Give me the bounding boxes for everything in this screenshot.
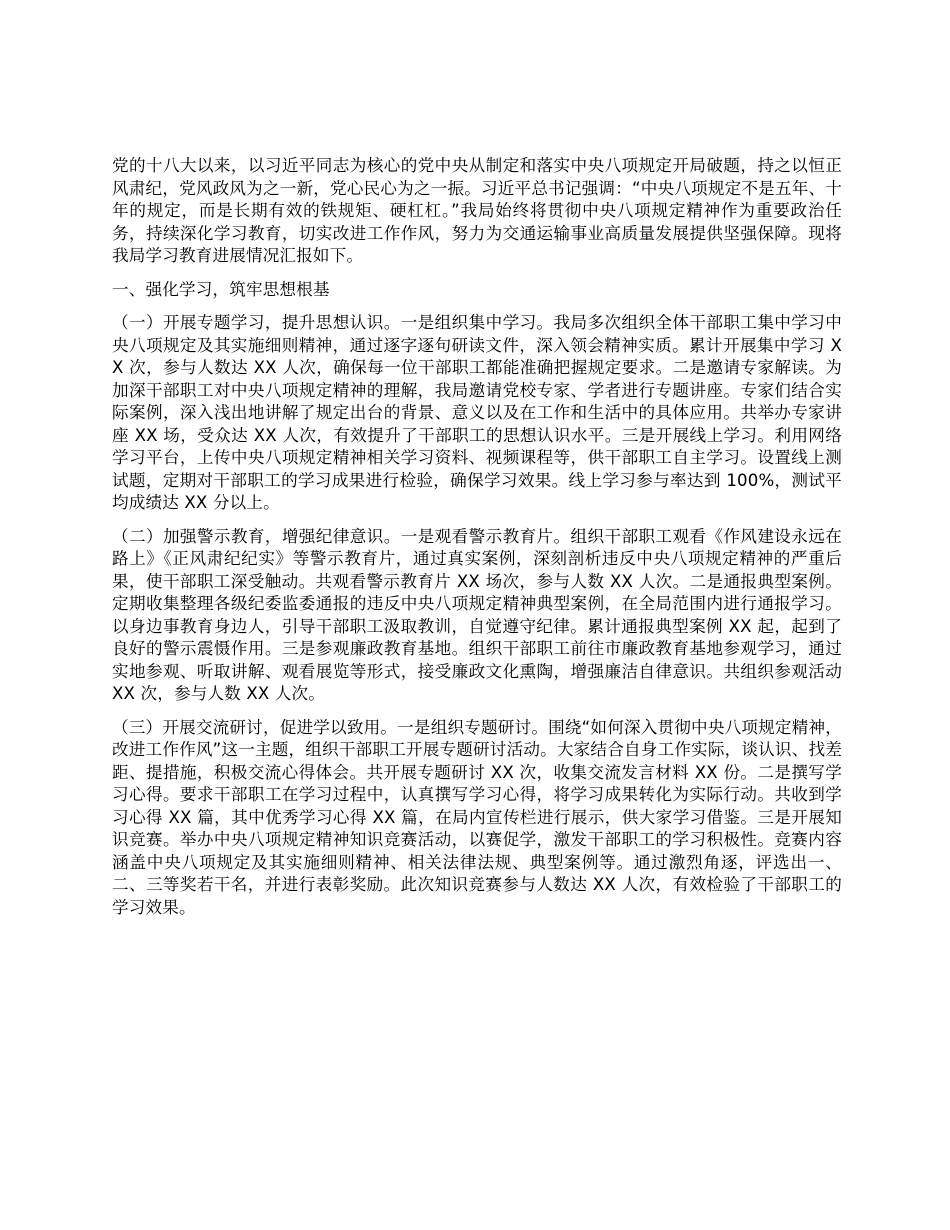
intro-paragraph: 党的十八大以来，以习近平同志为核心的党中央从制定和落实中央八项规定开局破题，持之以恒正风肃纪，党风政风为之一新，党心民心为之一振。习近平总书记强调：“中央八项规定不是五年、十年的规定，而是长期有效的铁规矩、硬杠杠。”我局始终将贯彻中央八项规定精神作为重要政治任务，持续深化学习教育，切实改进工作作风，努力为交通运输事业高质量发展提供坚强保障。现将我局学习教育进展情况汇报如下。 [112,156,842,265]
body-paragraph: （三）开展交流研讨，促进学以致用。一是组织专题研讨。围绕“如何深入贯彻中央八项规定精神，改进工作作风”这一主题，组织干部职工开展专题研讨活动。大家结合自身工作实际，谈认识、找差距、提措施，积极交流心得体会。共开展专题研讨 XX 次，收集交流发言材料 XX 份。二是撰写学习心得。要求干部职工在学习过程中，认真撰写学习心得，将学习成果转化为实际行动。共收到学习心得 XX 篇，其中优秀学习心得 XX 篇，在局内宣传栏进行展示，供大家学习借鉴。三是开展知识竞赛。举办中央八项规定精神知识竞赛活动，以赛促学，激发干部职工的学习积极性。竞赛内容涵盖中央八项规定及其实施细则精神、相关法律法规、典型案例等。通过激烈角逐，评选出一、二、三等奖若干名，并进行表彰奖励。此次知识竞赛参与人数达 XX 人次，有效检验了干部职工的学习效果。 [112,717,842,917]
body-paragraph: （二）加强警示教育，增强纪律意识。一是观看警示教育片。组织干部职工观看《作风建设永远在路上》《正风肃纪纪实》等警示教育片，通过真实案例，深刻剖析违反中央八项规定精神的严重后果，使干部职工深受触动。共观看警示教育片 XX 场次，参与人数 XX 人次。二是通报典型案例。定期收集整理各级纪委监委通报的违反中央八项规定精神典型案例，在全局范围内进行通报学习。以身边事教育身边人，引导干部职工汲取教训，自觉遵守纪律。累计通报典型案例 XX 起，起到了良好的警示震慑作用。三是参观廉政教育基地。组织干部职工前往市廉政教育基地参观学习，通过实地参观、听取讲解、观看展览等形式，接受廉政文化熏陶，增强廉洁自律意识。共组织参观活动 XX 次，参与人数 XX 人次。 [112,526,842,703]
body-paragraph: （一）开展专题学习，提升思想认识。一是组织集中学习。我局多次组织全体干部职工集中学习中央八项规定及其实施细则精神，通过逐字逐句研读文件，深入领会精神实质。累计开展集中学习 XX 次，参与人数达 XX 人次，确保每一位干部职工都能准确把握规定要求。二是邀请专家解读。为加深干部职工对中央八项规定精神的理解，我局邀请党校专家、学者进行专题讲座。专家们结合实际案例，深入浅出地讲解了规定出台的背景、意义以及在工作和生活中的具体应用。共举办专家讲座 XX 场，受众达 XX 人次，有效提升了干部职工的思想认识水平。三是开展线上学习。利用网络学习平台，上传中央八项规定精神相关学习资料、视频课程等，供干部职工自主学习。设置线上测试题，定期对干部职工的学习成果进行检验，确保学习效果。线上学习参与率达到 100%，测试平均成绩达 XX 分以上。 [112,313,842,512]
section-heading: 一、强化学习，筑牢思想根基 [112,279,330,299]
document-page [112,155,842,930]
